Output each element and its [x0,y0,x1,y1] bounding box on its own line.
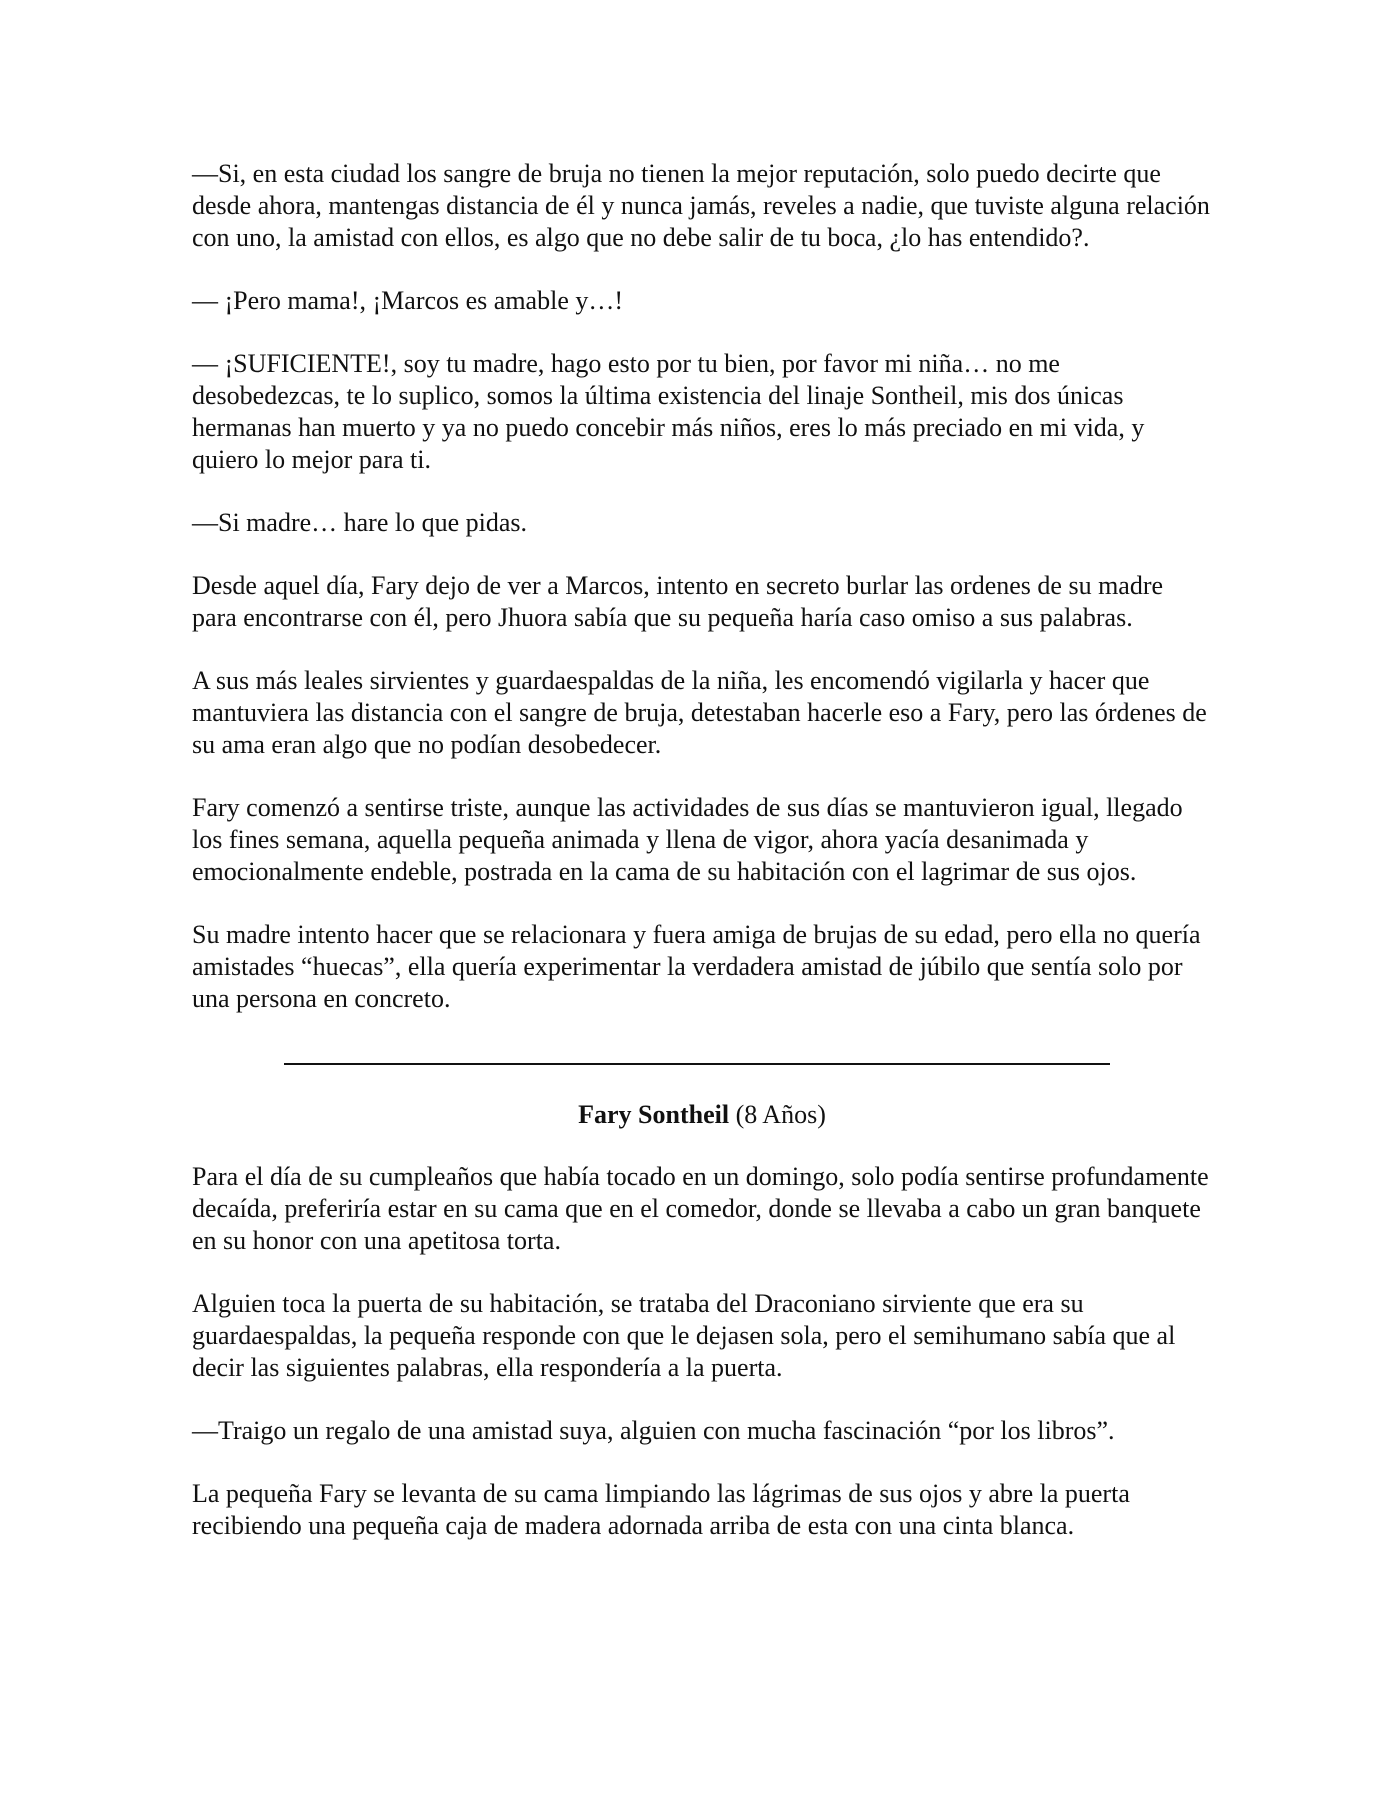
section-heading-age: (8 Años) [735,1100,826,1129]
paragraph-servants: A sus más leales sirvientes y guardaespaldas de la niña, les encomendó vigilarla y hacer que mantuviera las distancia con el sangre de bruja, detestaban hacerle eso a Fary, pero las órdenes de su ama eran algo que no podían desobedecer. [192,666,1207,759]
paragraph-gift-message: —Traigo un regalo de una amistad suya, alguien con mucha fascinación “por los libros”. [192,1416,1115,1445]
paragraph-warning: —Si, en esta ciudad los sangre de bruja no tienen la mejor reputación, solo puedo decirte que desde ahora, mantengas distancia de él y nunca jamás, reveles a nadie, que tuviste alguna relación con uno, la amistad con ellos, es algo que no debe salir de tu boca, ¿lo has entendido?. [192,159,1210,252]
paragraph-mother-plea: — ¡SUFICIENTE!, soy tu madre, hago esto por tu bien, por favor mi niña… no me desobedezcas, te lo suplico, somos la última existencia del linaje Sontheil, mis dos únicas hermanas han muerto y ya no puedo concebir más niños, eres lo más preciado en mi vida, y quiero lo mejor para ti. [192,349,1145,474]
paragraph-friendship: Su madre intento hacer que se relacionara y fuera amiga de brujas de su edad, pero ella no quería amistades “huecas”, ella quería experimentar la verdadera amistad de júbilo que sentía solo por una persona en concreto. [192,920,1201,1013]
document-page [192,158,1212,1573]
paragraph-separation: Desde aquel día, Fary dejo de ver a Marcos, intento en secreto burlar las ordenes de su madre para encontrarse con él, pero Jhuora sabía que su pequeña haría caso omiso a sus palabras. [192,571,1164,632]
paragraph-knock: Alguien toca la puerta de su habitación, se trataba del Draconiano sirviente que era su guardaespaldas, la pequeña responde con que le dejasen sola, pero el semihumano sabía que al decir las siguientes palabras, ella respondería a la puerta. [192,1289,1176,1382]
section-heading-name: Fary Sontheil [578,1100,730,1129]
paragraph-protest: — ¡Pero mama!, ¡Marcos es amable y…! [192,286,624,315]
paragraph-birthday: Para el día de su cumpleaños que había tocado en un domingo, solo podía sentirse profundamente decaída, preferiría estar en su cama que en el comedor, donde se llevaba a cabo un gran banquete en su honor con una apetitosa torta. [192,1162,1209,1255]
paragraph-obey: —Si madre… hare lo que pidas. [192,508,528,537]
section-divider [284,1063,1110,1065]
paragraph-sadness: Fary comenzó a sentirse triste, aunque las actividades de sus días se mantuvieron igual, llegado los fines semana, aquella pequeña animada y llena de vigor, ahora yacía desanimada y emocionalmente endeble, postrada en la cama de su habitación con el lagrimar de sus ojos. [192,793,1183,886]
paragraph-gift-box: La pequeña Fary se levanta de su cama limpiando las lágrimas de sus ojos y abre la puerta recibiendo una pequeña caja de madera adornada arriba de esta con una cinta blanca. [192,1479,1130,1540]
section-heading [192,1099,1212,1131]
